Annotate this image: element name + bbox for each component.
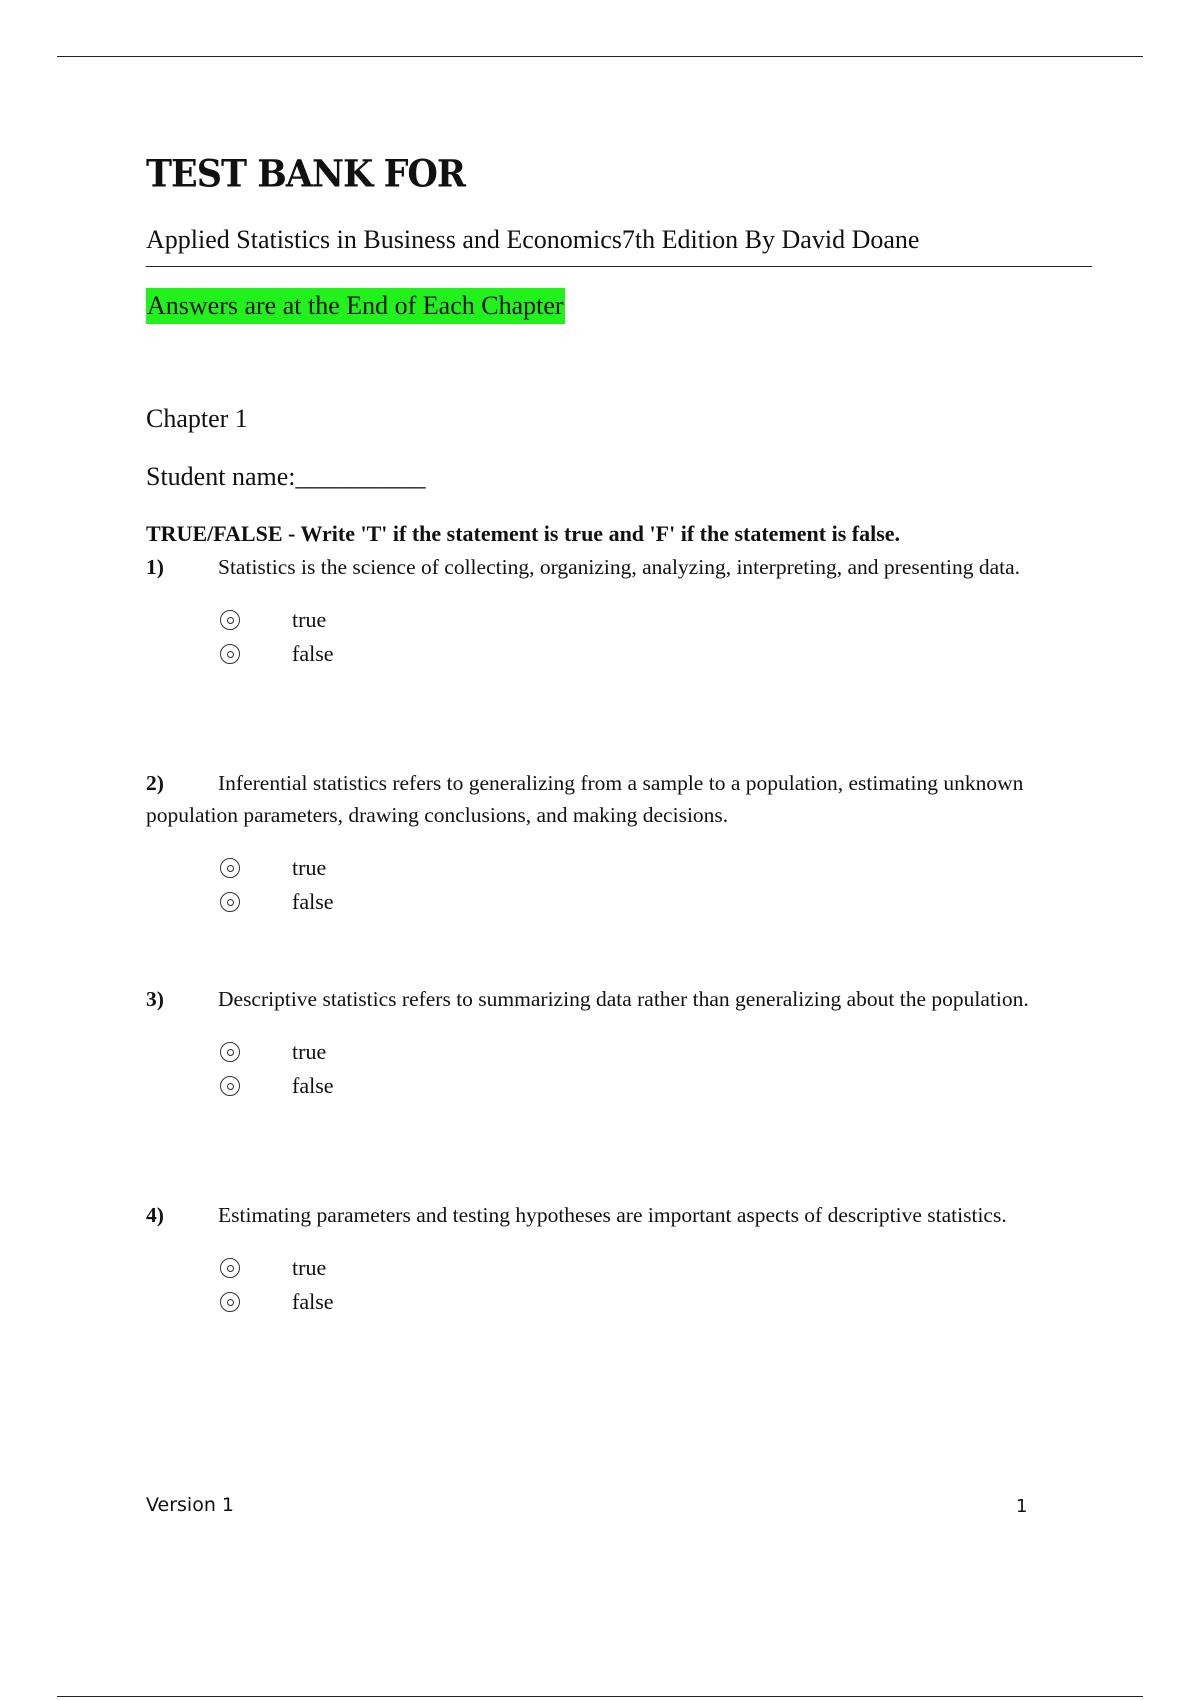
option-label: true: [292, 855, 327, 880]
footer-page-number: 1: [1016, 1496, 1028, 1517]
top-page-rule: [57, 56, 1143, 57]
radio-button-icon[interactable]: [220, 1076, 240, 1096]
answer-options: [146, 1251, 1076, 1319]
option-true[interactable]: [146, 851, 1076, 885]
footer-version: Version 1: [146, 1494, 234, 1516]
option-label: false: [292, 1073, 334, 1098]
question-text: [146, 551, 1076, 583]
question-1: [146, 551, 1076, 671]
chapter-heading: Chapter 1: [146, 404, 248, 433]
question-2: [146, 767, 1076, 919]
question-text: [146, 1199, 1076, 1231]
option-true[interactable]: [146, 1251, 1076, 1285]
answers-note-highlight: Answers are at the End of Each Chapter: [146, 288, 565, 324]
question-text: [146, 767, 1076, 831]
radio-button-icon[interactable]: [220, 858, 240, 878]
option-true[interactable]: [146, 1035, 1076, 1069]
option-label: true: [292, 1255, 327, 1280]
option-label: false: [292, 1289, 334, 1314]
question-statement: Statistics is the science of collecting, organizing, analyzing, interpreting, and presenting data.: [218, 555, 1021, 579]
question-number: 4): [146, 1203, 164, 1227]
student-name-field: Student name:__________: [146, 462, 426, 491]
subtitle-underline: [146, 266, 1092, 267]
option-false[interactable]: [146, 885, 1076, 919]
option-label: true: [292, 607, 327, 632]
book-subtitle: Applied Statistics in Business and Economics7th Edition By David Doane: [146, 225, 920, 254]
option-label: false: [292, 889, 334, 914]
answer-options: [146, 1035, 1076, 1103]
option-true[interactable]: [146, 603, 1076, 637]
bottom-page-rule: [57, 1696, 1143, 1697]
option-false[interactable]: [146, 1285, 1076, 1319]
radio-button-icon[interactable]: [220, 1292, 240, 1312]
radio-button-icon[interactable]: [220, 644, 240, 664]
document-title: TEST BANK FOR: [146, 151, 465, 197]
option-label: true: [292, 1039, 327, 1064]
answer-options: [146, 603, 1076, 671]
question-4: [146, 1199, 1076, 1319]
question-statement: Inferential statistics refers to generalizing from a sample to a population, estimating unknown population parameters, drawing conclusions, and making decisions.: [146, 771, 1024, 827]
radio-button-icon[interactable]: [220, 1258, 240, 1278]
question-number: 3): [146, 987, 164, 1011]
section-instructions: TRUE/FALSE - Write 'T' if the statement is true and 'F' if the statement is false.: [146, 521, 901, 546]
question-3: [146, 983, 1076, 1103]
question-statement: Descriptive statistics refers to summarizing data rather than generalizing about the population.: [218, 987, 1029, 1011]
radio-button-icon[interactable]: [220, 1042, 240, 1062]
option-false[interactable]: [146, 1069, 1076, 1103]
radio-button-icon[interactable]: [220, 610, 240, 630]
answer-options: [146, 851, 1076, 919]
question-text: [146, 983, 1076, 1015]
question-number: 1): [146, 555, 164, 579]
option-false[interactable]: [146, 637, 1076, 671]
question-number: 2): [146, 771, 164, 795]
question-statement: Estimating parameters and testing hypotheses are important aspects of descriptive statistics.: [218, 1203, 1007, 1227]
option-label: false: [292, 641, 334, 666]
radio-button-icon[interactable]: [220, 892, 240, 912]
